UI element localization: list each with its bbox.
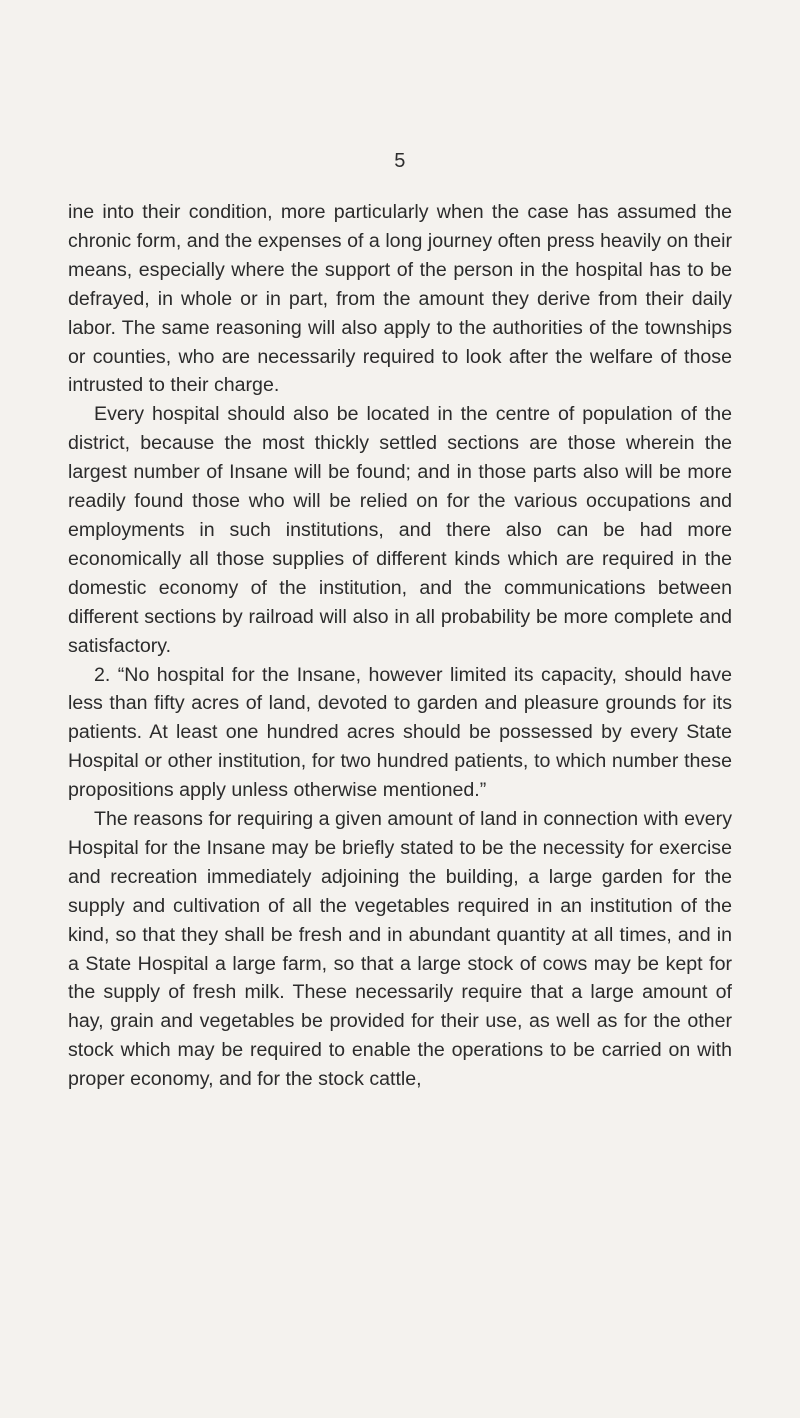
paragraph-proposition-2: 2. “No hospital for the Insane, however limited its capacity, should have less than fifty acres of land, devoted to garden and pleasure grounds for its patients. At least one hundred acres should be possessed by every State Hospital or other institution, for two hundred patients, to which number these propositions apply unless otherwise mentioned.” xyxy=(68,663,732,802)
paragraph-location: Every hospital should also be located in the centre of population of the district, because the most thickly settled sections are those wherein the largest number of Insane will be found; and in those parts also will be more readily found those who will be relied on for the various occupations and employments in such institutions, and there also can be had more economically all those supplies of different kinds which are required in the domestic economy of the institution, and the communications between different sections by railroad will also in all probability be more complete and satisfactory. xyxy=(68,403,732,657)
paragraph-continuation: ine into their condition, more particularly when the case has assumed the chronic form, and the expenses of a long journey often press heavily on their means, especially where the support of the person in the hospital has to be defrayed, in whole or in part, from the amount they derive from their daily labor. The same reasoning will also apply to the authorities of the townships or counties, who are necessarily required to look after the welfare of those intrusted to their charge. xyxy=(68,201,732,397)
paragraph-land-reasons: The reasons for requiring a given amount of land in connection with every Hospital for the Insane may be briefly stated to be the necessity for exercise and recreation immediately adjoining the building, a large garden for the supply and cultivation of all the vegetables required in an institution of the kind, so that they shall be fresh and in abundant quantity at all times, and in a State Hospital a large farm, so that a large stock of cows may be kept for the supply of fresh milk. These necessarily require that a large amount of hay, grain and vegetables be provided for their use, as well as for the other stock which may be required to enable the operations to be carried on with proper economy, and for the stock cattle, xyxy=(68,808,732,1091)
body-text xyxy=(68,198,732,1094)
page-number: 5 xyxy=(394,150,406,172)
